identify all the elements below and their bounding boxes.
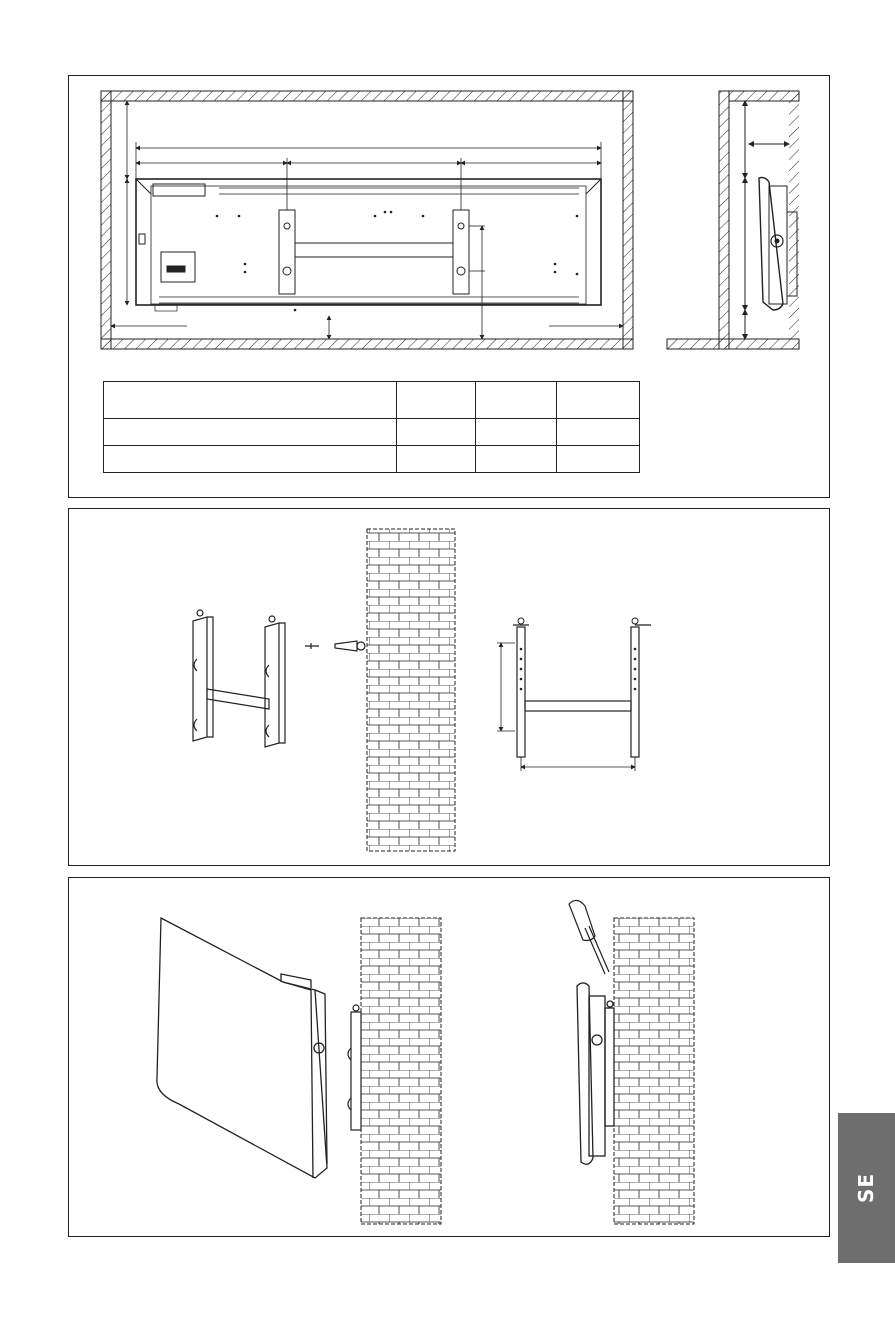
wall-plug-and-screw-icon: [305, 641, 365, 651]
language-code: SE: [854, 1172, 879, 1204]
heater-hanging-panel: [68, 877, 830, 1237]
table-row: [104, 419, 640, 446]
wall-bracket-drawing: [348, 1005, 361, 1130]
heater-perspective-drawing: [157, 918, 327, 1178]
table-cell: [104, 419, 397, 446]
bracket-front-dimension-drawing: [497, 618, 651, 771]
table-cell: [397, 446, 476, 473]
heater-mounted-side-drawing: [577, 983, 614, 1164]
clearance-spec-table: [103, 381, 640, 473]
bracket-mounting-panel: [68, 508, 830, 866]
brick-wall-pattern: [367, 529, 455, 851]
table-cell: [557, 419, 640, 446]
table-cell: [397, 382, 476, 419]
heater-hanging-drawing: [69, 878, 831, 1238]
heater-side-elevation-drawing: [667, 91, 799, 349]
front-wall-recess: [101, 91, 633, 349]
table-cell: [557, 446, 640, 473]
language-tab: [838, 1113, 895, 1263]
table-cell: [104, 382, 397, 419]
screwdriver-icon: [569, 900, 609, 974]
clearance-diagram-panel: [68, 75, 830, 498]
table-row: [104, 382, 640, 419]
table-cell: [476, 446, 557, 473]
table-cell: [476, 382, 557, 419]
brick-wall-pattern: [361, 918, 441, 1224]
table-row: [104, 446, 640, 473]
brick-wall-pattern: [614, 918, 694, 1224]
heater-front-elevation-drawing: [136, 179, 601, 311]
table-cell: [557, 382, 640, 419]
table-cell: [476, 419, 557, 446]
table-cell: [397, 419, 476, 446]
table-cell: [104, 446, 397, 473]
bracket-mounting-drawing: [69, 509, 831, 867]
wall-bracket-drawing: [193, 610, 285, 747]
